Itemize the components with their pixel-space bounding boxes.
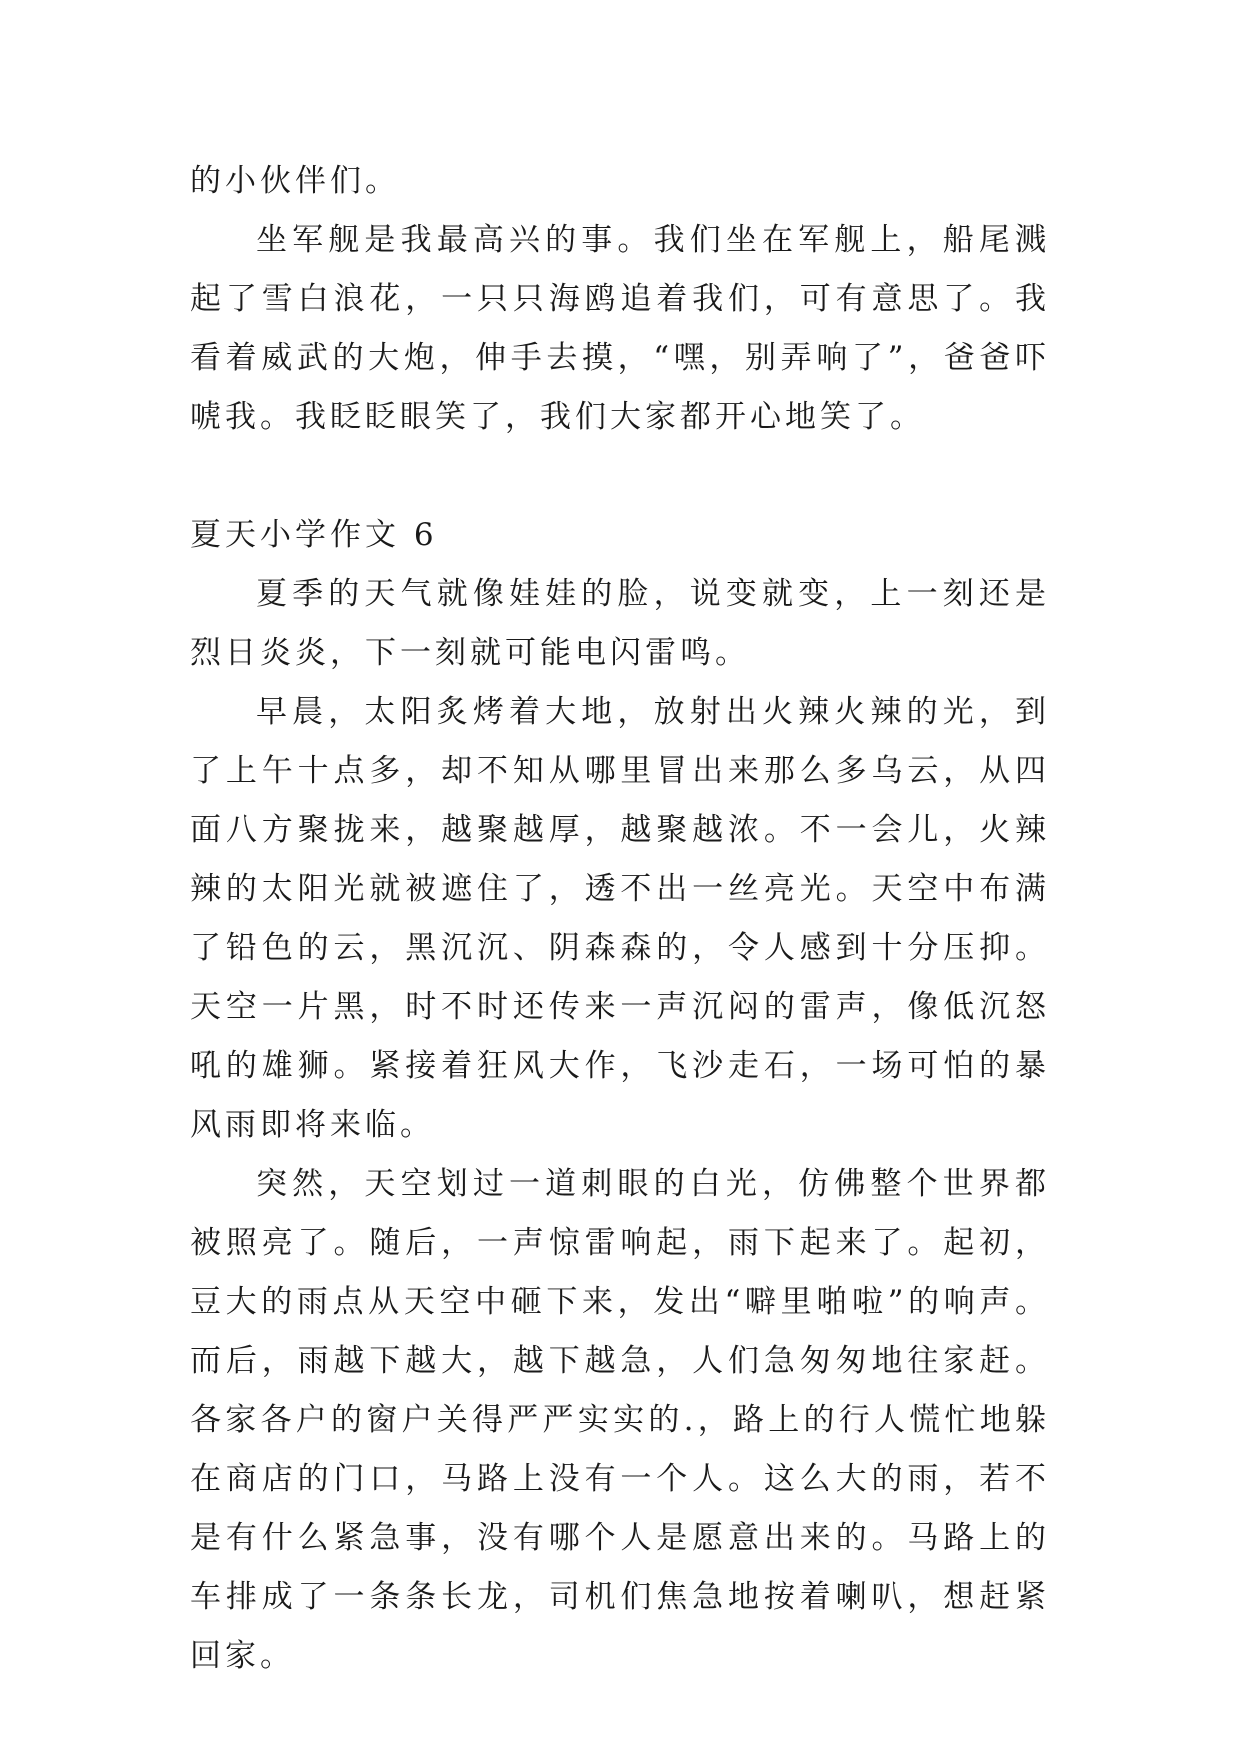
paragraph-morning-clouds: 早晨，太阳炙烤着大地，放射出火辣火辣的光，到了上午十点多，却不知从哪里冒出来那么多乌云，从四面八方聚拢来，越聚越厚，越聚越浓。不一会儿，火辣辣的太阳光就被遮住了，透不出一丝亮光。天空中布满了铅色的云，黑沉沉、阴森森的，令人感到十分压抑。天空一片黑，时不时还传来一声沉闷的雷声，像低沉怒吼的雄狮。紧接着狂风大作，飞沙走石，一场可怕的暴风雨即将来临。: [190, 694, 1050, 1143]
paragraph-summer-weather: 夏季的天气就像娃娃的脸，说变就变，上一刻还是烈日炎炎，下一刻就可能电闪雷鸣。: [190, 576, 1050, 671]
document-body: [190, 152, 1050, 1686]
paragraph-warship: 坐军舰是我最高兴的事。我们坐在军舰上，船尾溅起了雪白浪花，一只只海鸥追着我们，可有意思了。我看着威武的大炮，伸手去摸，“嘿，别弄响了”，爸爸吓唬我。我眨眨眼笑了，我们大家都开心地笑了。: [190, 222, 1050, 435]
paragraph-storm: 突然，天空划过一道刺眼的白光，仿佛整个世界都被照亮了。随后，一声惊雷响起，雨下起来了。起初，豆大的雨点从天空中砸下来，发出“噼里啪啦”的响声。而后，雨越下越大，越下越急，人们急匆匆地往家赶。各家各户的窗户关得严严实实的.，路上的行人慌忙地躲在商店的门口，马路上没有一个人。这么大的雨，若不是有什么紧急事，没有哪个人是愿意出来的。马路上的车排成了一条条长龙，司机们焦急地按着喇叭，想赶紧回家。: [190, 1166, 1050, 1674]
paragraph-gap: [190, 447, 1050, 506]
paragraph-continuation: 的小伙伴们。: [190, 163, 400, 199]
essay-heading: 夏天小学作文 6: [190, 517, 438, 553]
